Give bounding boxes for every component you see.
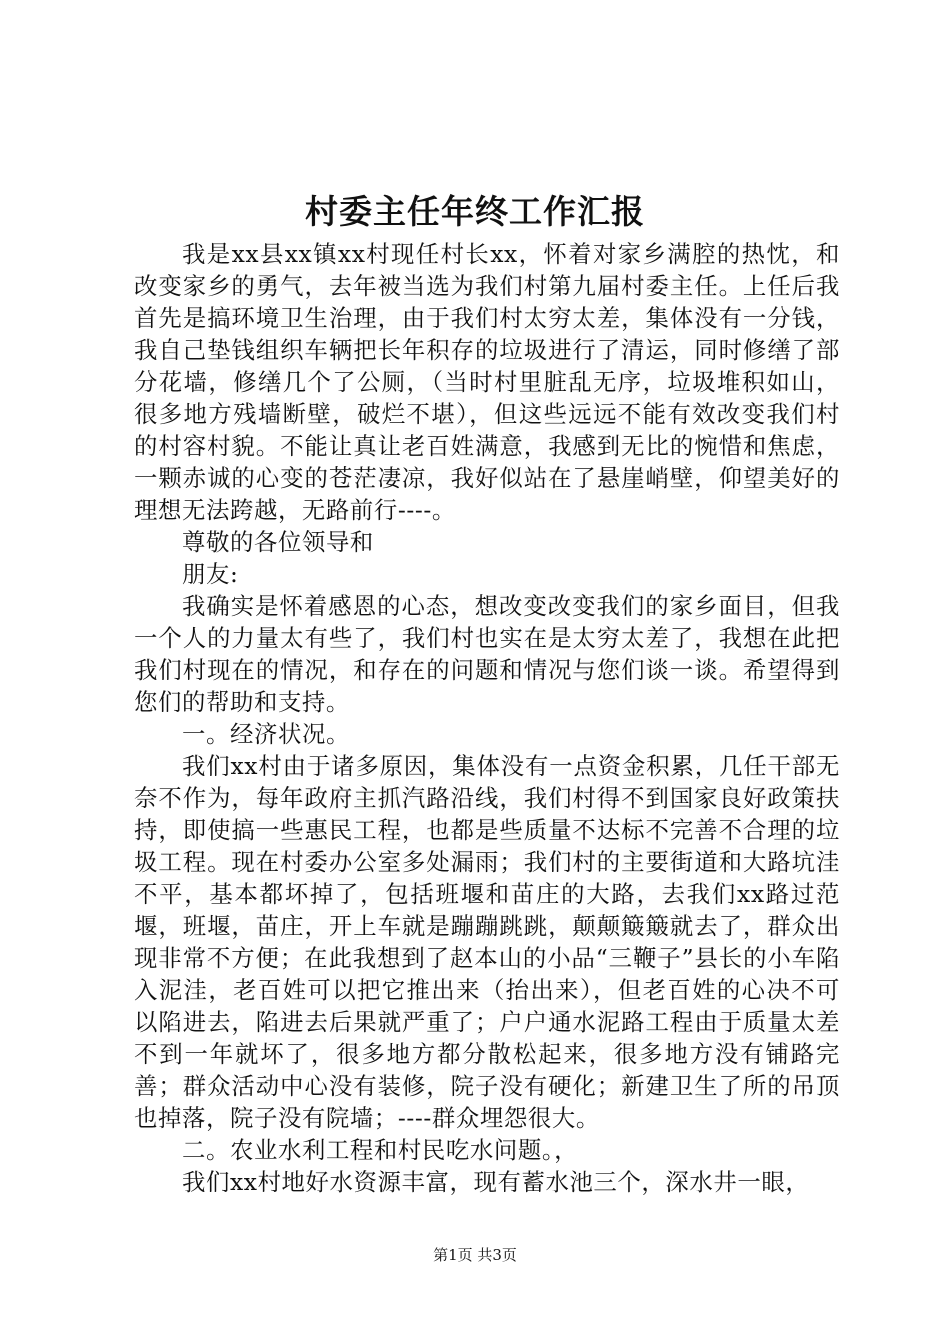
paragraph-salutation: 尊敬的各位领导和 (182, 528, 374, 556)
paragraph-intro: 我是xx县xx镇xx村现任村长xx，怀着对家乡满腔的热忱，和改变家乡的勇气，去年被当选为我们村第九届村委主任。上任后我首先是搞环境卫生治理，由于我们村太穷太差，集体没有一分钱，我自己垫钱组织车辆把长年积存的垃圾进行了清运，同时修缮了部分花墙，修缮几个了公厕，（当时村里脏乱无序，垃圾堆积如山，很多地方残墙断壁，破烂不堪），但这些远远不能有效改变我们村的村容村貌。不能让真让老百姓满意，我感到无比的惋惜和焦虑，一颗赤诚的心变的苍茫凄凉，我好似站在了悬崖峭壁，仰望美好的理想无法跨越，无路前行----。 (134, 240, 840, 524)
document-body (134, 238, 840, 1198)
section-heading-economy: 一。经济状况。 (182, 720, 350, 748)
section-heading-water: 二。农业水利工程和村民吃水问题。， (182, 1136, 579, 1164)
document-title: 村委主任年终工作汇报 (305, 192, 645, 231)
page-footer: 第1页 共3页 (433, 1246, 517, 1264)
paragraph-water: 我们xx村地好水资源丰富，现有蓄水池三个，深水井一眼， (182, 1168, 810, 1196)
paragraph-gratitude: 我确实是怀着感恩的心态，想改变改变我们的家乡面目，但我一个人的力量太有些了，我们村也实在是太穷太差了，我想在此把我们村现在的情况，和存在的问题和情况与您们谈一谈。希望得到您们的帮助和支持。 (134, 592, 840, 716)
paragraph-salutation-friends: 朋友: (182, 560, 239, 588)
paragraph-economy: 我们xx村由于诸多原因，集体没有一点资金积累，几任干部无奈不作为，每年政府主抓汽路沿线，我们村得不到国家良好政策扶持，即使搞一些惠民工程，也都是些质量不达标不完善不合理的垃圾工程。现在村委办公室多处漏雨；我们村的主要街道和大路坑洼不平，基本都坏掉了，包括班堰和苗庄的大路，去我们xx路过范堰，班堰，苗庄，开上车就是蹦蹦跳跳，颠颠簸簸就去了，群众出现非常不方便；在此我想到了赵本山的小品“三鞭子”县长的小车陷入泥洼，老百姓可以把它推出来（抬出来），但老百姓的心决不可以陷进去，陷进去后果就严重了；户户通水泥路工程由于质量太差不到一年就坏了，很多地方都分散松起来，很多地方没有铺路完善；群众活动中心没有装修，院子没有硬化；新建卫生了所的吊顶也掉落，院子没有院墙；----群众埋怨很大。 (134, 752, 840, 1132)
